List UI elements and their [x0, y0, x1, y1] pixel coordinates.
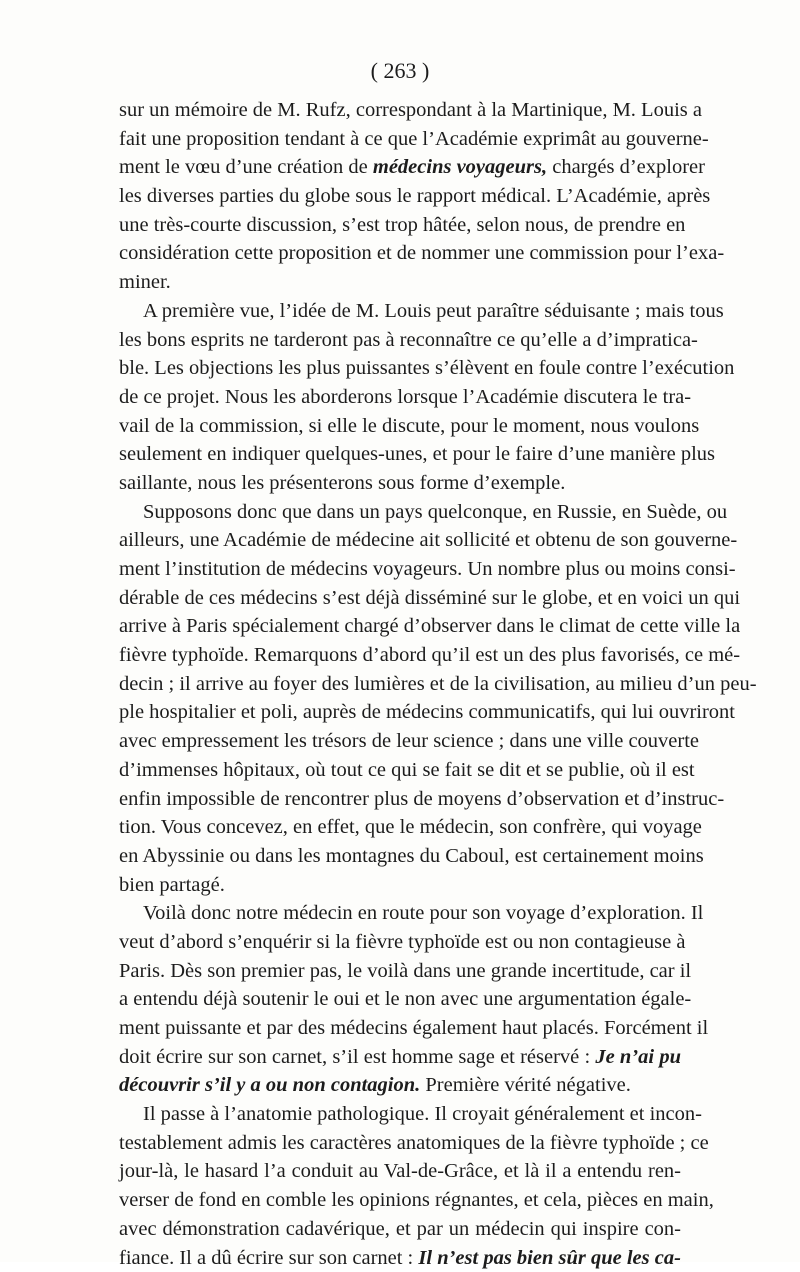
- text-line: miner.: [119, 268, 681, 297]
- text-line: Supposons donc que dans un pays quelconque, en Russie, en Suède, ou: [119, 498, 681, 527]
- paragraph: [119, 297, 681, 498]
- text-line: enfin impossible de rencontrer plus de moyens d’observation et d’instruc-: [119, 785, 681, 814]
- text-line: considération cette proposition et de nommer une commission pour l’exa-: [119, 239, 681, 268]
- text-line: [119, 153, 681, 182]
- text-line: en Abyssinie ou dans les montagnes du Caboul, est certainement moins: [119, 842, 681, 871]
- text-line: sur un mémoire de M. Rufz, correspondant à la Martinique, M. Louis a: [119, 96, 681, 125]
- text-segment: fiance. Il a dû écrire sur son carnet :: [119, 1247, 418, 1269]
- text-segment: Première vérité négative.: [420, 1074, 631, 1096]
- text-line: Il passe à l’anatomie pathologique. Il croyait généralement et incon-: [119, 1100, 681, 1129]
- text-line: saillante, nous les présenterons sous forme d’exemple.: [119, 469, 681, 498]
- text-line: seulement en indiquer quelques-unes, et pour le faire d’une manière plus: [119, 440, 681, 469]
- page-number: ( 263 ): [0, 58, 800, 84]
- text-segment: chargés d’explorer: [547, 156, 705, 178]
- text-line: A première vue, l’idée de M. Louis peut paraître séduisante ; mais tous: [119, 297, 681, 326]
- text-line: ment l’institution de médecins voyageurs. Un nombre plus ou moins consi-: [119, 555, 681, 584]
- paragraph: [119, 1100, 681, 1272]
- text-line: vail de la commission, si elle le discute, pour le moment, nous voulons: [119, 412, 681, 441]
- text-line: a entendu déjà soutenir le oui et le non avec une argumentation égale-: [119, 985, 681, 1014]
- italic-emphasis: médecins voyageurs,: [373, 156, 547, 178]
- paragraph: [119, 899, 681, 1100]
- paragraph: [119, 498, 681, 900]
- text-segment: doit écrire sur son carnet, s’il est homme sage et réservé :: [119, 1046, 595, 1068]
- text-line: verser de fond en comble les opinions régnantes, et cela, pièces en main,: [119, 1186, 681, 1215]
- text-line: avec empressement les trésors de leur science ; dans une ville couverte: [119, 727, 681, 756]
- text-line: d’immenses hôpitaux, où tout ce qui se fait se dit et se publie, où il est: [119, 756, 681, 785]
- text-line: ailleurs, une Académie de médecine ait sollicité et obtenu de son gouverne-: [119, 526, 681, 555]
- text-line: arrive à Paris spécialement chargé d’observer dans le climat de cette ville la: [119, 612, 681, 641]
- text-segment: ment le vœu d’une création de: [119, 156, 373, 178]
- text-line: ple hospitalier et poli, auprès de médecins communicatifs, qui lui ouvriront: [119, 698, 681, 727]
- text-line: decin ; il arrive au foyer des lumières et de la civilisation, au milieu d’un peu-: [119, 670, 681, 699]
- text-line: fait une proposition tendant à ce que l’Académie exprimât au gouverne-: [119, 125, 681, 154]
- paragraph: [119, 96, 681, 297]
- text-line: fièvre typhoïde. Remarquons d’abord qu’il est un des plus favorisés, ce mé-: [119, 641, 681, 670]
- italic-emphasis: découvrir s’il y a ou non contagion.: [119, 1074, 420, 1096]
- text-line: veut d’abord s’enquérir si la fièvre typhoïde est ou non contagieuse à: [119, 928, 681, 957]
- text-line: jour-là, le hasard l’a conduit au Val-de-Grâce, et là il a entendu ren-: [119, 1157, 681, 1186]
- body-text: [119, 96, 681, 1272]
- text-line: avec démonstration cadavérique, et par un médecin qui inspire con-: [119, 1215, 681, 1244]
- text-line: une très-courte discussion, s’est trop hâtée, selon nous, de prendre en: [119, 211, 681, 240]
- text-line: [119, 1071, 681, 1100]
- text-line: Voilà donc notre médecin en route pour son voyage d’exploration. Il: [119, 899, 681, 928]
- text-line: ble. Les objections les plus puissantes s’élèvent en foule contre l’exécution: [119, 354, 681, 383]
- text-line: de ce projet. Nous les aborderons lorsque l’Académie discutera le tra-: [119, 383, 681, 412]
- text-line: les bons esprits ne tarderont pas à reconnaître ce qu’elle a d’impratica-: [119, 326, 681, 355]
- text-line: Paris. Dès son premier pas, le voilà dans une grande incertitude, car il: [119, 957, 681, 986]
- text-line: [119, 1244, 681, 1272]
- text-line: bien partagé.: [119, 871, 681, 900]
- text-line: les diverses parties du globe sous le rapport médical. L’Académie, après: [119, 182, 681, 211]
- italic-emphasis: Je n’ai pu: [595, 1046, 681, 1068]
- text-line: dérable de ces médecins s’est déjà disséminé sur le globe, et en voici un qui: [119, 584, 681, 613]
- text-line: testablement admis les caractères anatomiques de la fièvre typhoïde ; ce: [119, 1129, 681, 1158]
- text-line: tion. Vous concevez, en effet, que le médecin, son confrère, qui voyage: [119, 813, 681, 842]
- text-line: ment puissante et par des médecins également haut placés. Forcément il: [119, 1014, 681, 1043]
- text-line: [119, 1043, 681, 1072]
- italic-emphasis: Il n’est pas bien sûr que les ca-: [418, 1247, 681, 1269]
